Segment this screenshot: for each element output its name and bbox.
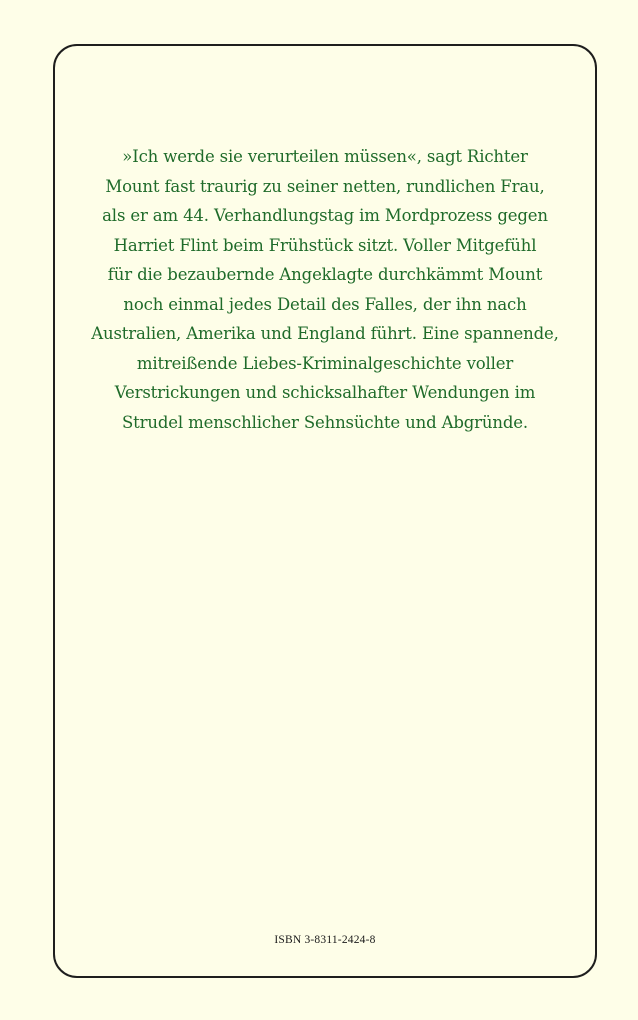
blurb-line: als er am 44. Verhandlungstag im Mordprozess gegen [102, 206, 548, 225]
isbn-number: ISBN 3-8311-2424-8 [274, 934, 376, 946]
cover-blurb [68, 142, 582, 437]
blurb-line: noch einmal jedes Detail des Falles, der ihn nach [123, 294, 527, 314]
blurb-line: Harriet Flint beim Frühstück sitzt. Voller Mitgefühl [113, 235, 537, 255]
blurb-line: Strudel menschlicher Sehnsüchte und Abgründe. [122, 412, 528, 432]
blurb-line: für die bezaubernde Angeklagte durchkämmt Mount [107, 265, 543, 284]
blurb-line: »Ich werde sie verurteilen müssen«, sagt Richter [122, 147, 528, 166]
blurb-line: Mount fast traurig zu seiner netten, rundlichen Frau, [105, 176, 545, 196]
blurb-line: Australien, Amerika und England führt. Eine spannende, [91, 324, 559, 343]
blurb-line: mitreißende Liebes-Kriminalgeschichte voller [136, 353, 514, 373]
blurb-line: Verstrickungen und schicksalhafter Wendungen im [114, 383, 536, 402]
